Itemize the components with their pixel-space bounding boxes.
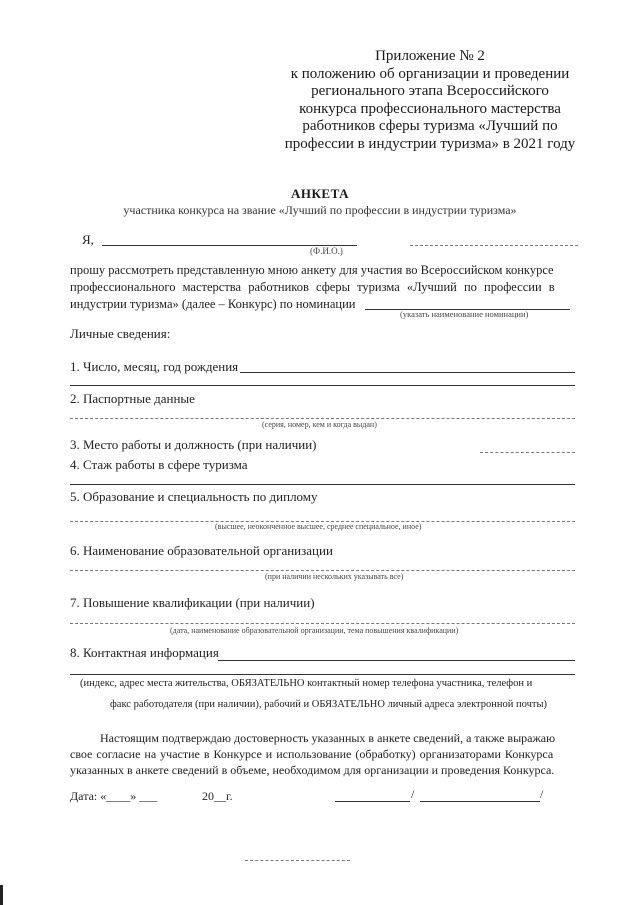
request-line: индустрии туризма» (далее – Конкурс) по номинации (70, 297, 356, 311)
appendix-line: конкурса профессионального мастерства (299, 100, 561, 117)
birthdate-field-line2[interactable] (70, 385, 575, 386)
qualification-field[interactable] (70, 623, 575, 624)
qualification-hint: (дата, наименование образовательной организации, тема повышения квалификации) (170, 626, 459, 635)
field-passport-label: 2. Паспортные данные (70, 391, 195, 406)
signature-slash: / (411, 787, 415, 801)
field-contact-label: 8. Контактная информация (70, 645, 219, 660)
request-line: прошу рассмотреть представленную мною анкету для участия во Всероссийском конкурсе (70, 263, 554, 277)
passport-hint: (серия, номер, кем и когда выдан) (262, 420, 377, 429)
field-institution-label: 6. Наименование образовательной организации (70, 543, 333, 558)
contact-hint: (индекс, адрес места жительства, ОБЯЗАТЕЛЬНО контактный номер телефона участника, телефон и (80, 678, 533, 689)
signature-name-field[interactable] (420, 801, 540, 802)
institution-hint: (при наличии нескольких указывать все) (265, 572, 404, 581)
contact-field[interactable] (218, 660, 575, 661)
contact-hint: факс работодателя (при наличии), рабочий и ОБЯЗАТЕЛЬНО личный адреса электронной почты) (110, 699, 548, 710)
appendix-line: Приложение № 2 (375, 48, 485, 64)
request-line: профессионального мастерства работников сферы туризма «Лучший по профессии в (70, 280, 555, 294)
appendix-line: к положению об организации и проведении (290, 65, 570, 82)
birthdate-field[interactable] (240, 372, 575, 373)
consent-line: Настоящим подтверждаю достоверность указанных в анкете сведений, а также выражаю (100, 731, 556, 745)
fio-hint: (Ф.И.О.) (310, 246, 343, 256)
workplace-field[interactable] (480, 452, 575, 453)
field-workplace-label: 3. Место работы и должность (при наличии) (70, 437, 317, 452)
footer-rule (245, 860, 350, 861)
experience-field[interactable] (70, 484, 575, 485)
date-label: Дата: «____» ___ (70, 789, 158, 803)
field-birthdate-label: 1. Число, месяц, год рождения (70, 359, 239, 374)
institution-field[interactable] (70, 570, 575, 571)
fio-field-extra[interactable] (410, 245, 578, 246)
field-experience-label: 4. Стаж работы в сфере туризма (70, 457, 248, 472)
appendix-line: работников сферы туризма «Лучший по (302, 118, 558, 134)
form-subtitle: участника конкурса на звание «Лучший по профессии в индустрии туризма» (123, 203, 517, 217)
field-education-label: 5. Образование и специальность по диплому (70, 489, 318, 504)
passport-field[interactable] (70, 418, 575, 419)
signature-slash: / (540, 787, 544, 801)
applicant-prefix: Я, (82, 232, 94, 247)
personal-heading: Личные сведения: (70, 326, 171, 341)
date-year: 20__г. (202, 789, 233, 803)
appendix-header (270, 48, 590, 153)
appendix-line: профессии в индустрии туризма» в 2021 году (284, 135, 576, 152)
education-hint: (высшее, неоконченное высшее, среднее специальное, иное) (215, 522, 422, 531)
form-title: АНКЕТА (290, 186, 349, 201)
scan-edge-mark (0, 885, 3, 905)
consent-line: свое согласие на участие в Конкурсе и использование (обработку) организаторами Конкурса (70, 747, 554, 761)
field-qualification-label: 7. Повышение квалификации (при наличии) (70, 595, 315, 610)
nomination-hint: (указать наименование номинации) (400, 309, 529, 319)
appendix-line: регионального этапа Всероссийского (311, 83, 549, 99)
signature-field[interactable] (335, 801, 410, 802)
contact-field-line2[interactable] (70, 674, 575, 675)
consent-line: указанных в анкете сведений в объеме, необходимом для организации и проведения Конкурса. (70, 763, 555, 777)
